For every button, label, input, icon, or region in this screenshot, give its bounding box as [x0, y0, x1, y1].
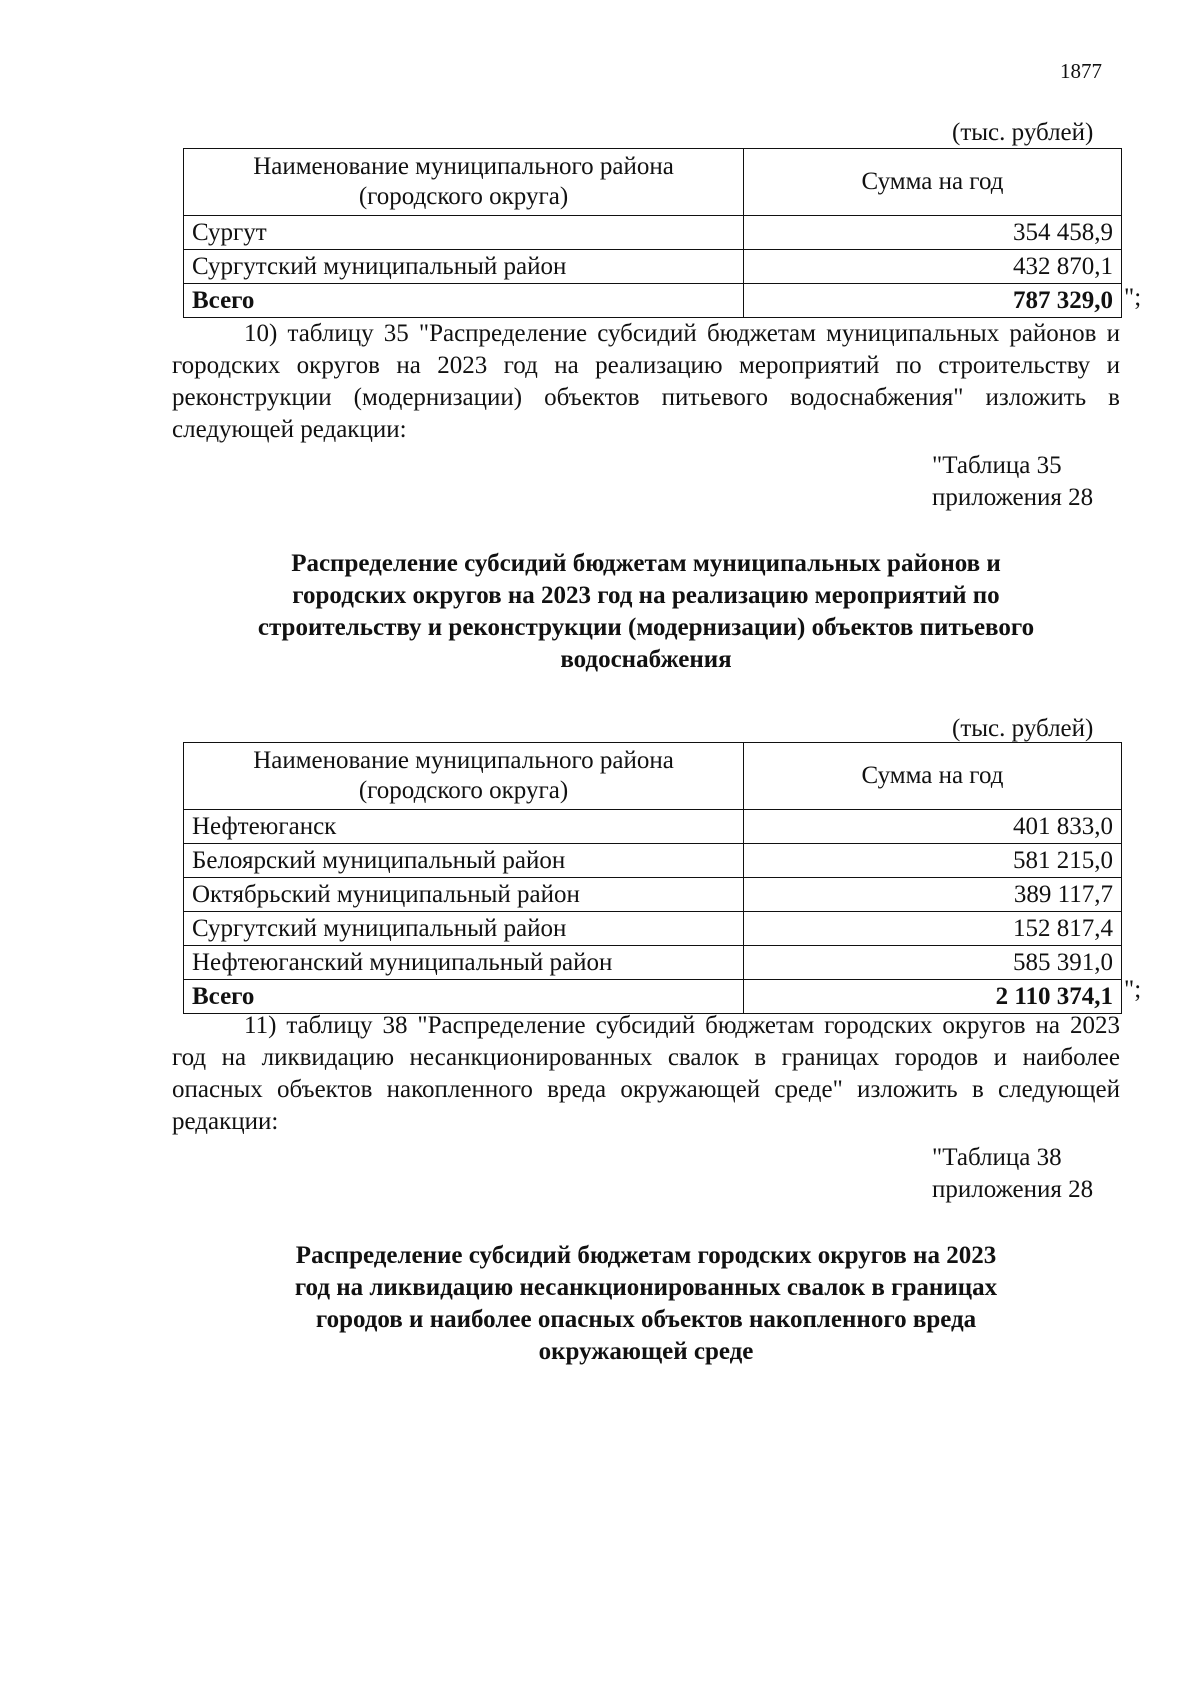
- table2-total-row: [184, 980, 1122, 1014]
- table2-units: (тыс. рублей): [952, 715, 1094, 742]
- row-name: Сургут: [184, 216, 744, 250]
- table1-header-sum: Сумма на год: [744, 149, 1122, 216]
- total-value: 787 329,0: [744, 284, 1122, 318]
- item11-caption-line2: приложения 28: [932, 1176, 1094, 1203]
- page-number: 1877: [1060, 59, 1102, 83]
- row-name: Сургутский муниципальный район: [184, 250, 744, 284]
- row-value: 585 391,0: [744, 946, 1122, 980]
- item10-paragraph: [172, 318, 1120, 446]
- row-value: 152 817,4: [744, 912, 1122, 946]
- table-row: [184, 912, 1122, 946]
- table-row: [184, 844, 1122, 878]
- total-value: 2 110 374,1: [744, 980, 1122, 1014]
- table1-header-name: Наименование муниципального района (городского округа): [184, 149, 744, 216]
- table2-header-sum: Сумма на год: [744, 743, 1122, 810]
- row-name: Белоярский муниципальный район: [184, 844, 744, 878]
- item11-paragraph: [172, 1010, 1120, 1138]
- row-value: 389 117,7: [744, 878, 1122, 912]
- total-label: Всего: [184, 980, 744, 1014]
- row-value: 432 870,1: [744, 250, 1122, 284]
- table1-total-row: [184, 284, 1122, 318]
- table-row: [184, 810, 1122, 844]
- row-name: Нефтеюганск: [184, 810, 744, 844]
- table-row: [184, 216, 1122, 250]
- row-name: Сургутский муниципальный район: [184, 912, 744, 946]
- table2: [183, 742, 1122, 1014]
- item10-caption-line2: приложения 28: [932, 484, 1094, 511]
- table2-header-row: [184, 743, 1122, 810]
- row-name: Нефтеюганский муниципальный район: [184, 946, 744, 980]
- table2-header-name: Наименование муниципального района (городского округа): [184, 743, 744, 810]
- item10-caption-line1: "Таблица 35: [932, 452, 1062, 479]
- item11-heading: Распределение субсидий бюджетам городских округов на 2023 год на ликвидацию несанкционированных свалок в границах городов и наиболее опасных объектов накопленного вреда окружающей среде: [294, 1242, 998, 1365]
- item10-text: 10) таблицу 35 "Распределение субсидий бюджетам муниципальных районов и городских округов на 2023 год на реализацию мероприятий по строительству и реконструкции (модернизации) объектов питьевого водоснабжения" изложить в следующей редакции:: [172, 320, 1120, 443]
- item11-caption-line1: "Таблица 38: [932, 1144, 1062, 1171]
- row-value: 581 215,0: [744, 844, 1122, 878]
- table1-header-row: [184, 149, 1122, 216]
- table-row: [184, 250, 1122, 284]
- row-value: 354 458,9: [744, 216, 1122, 250]
- total-label: Всего: [184, 284, 744, 318]
- table1: [183, 148, 1122, 318]
- table1-closing-quote: ";: [1124, 284, 1142, 311]
- table-row: [184, 946, 1122, 980]
- item11-text: 11) таблицу 38 "Распределение субсидий бюджетам городских округов на 2023 год на ликвидацию несанкционированных свалок в границах городов и наиболее опасных объектов накопленного вреда окружающей среде" изложить в следующей редакции:: [172, 1012, 1120, 1135]
- item10-heading: Распределение субсидий бюджетам муниципальных районов и городских округов на 2023 год на реализацию мероприятий по строительству и реконструкции (модернизации) объектов питьевого водоснабжения: [257, 550, 1035, 673]
- row-value: 401 833,0: [744, 810, 1122, 844]
- table-row: [184, 878, 1122, 912]
- row-name: Октябрьский муниципальный район: [184, 878, 744, 912]
- table2-closing-quote: ";: [1124, 976, 1142, 1003]
- table1-units: (тыс. рублей): [952, 119, 1094, 146]
